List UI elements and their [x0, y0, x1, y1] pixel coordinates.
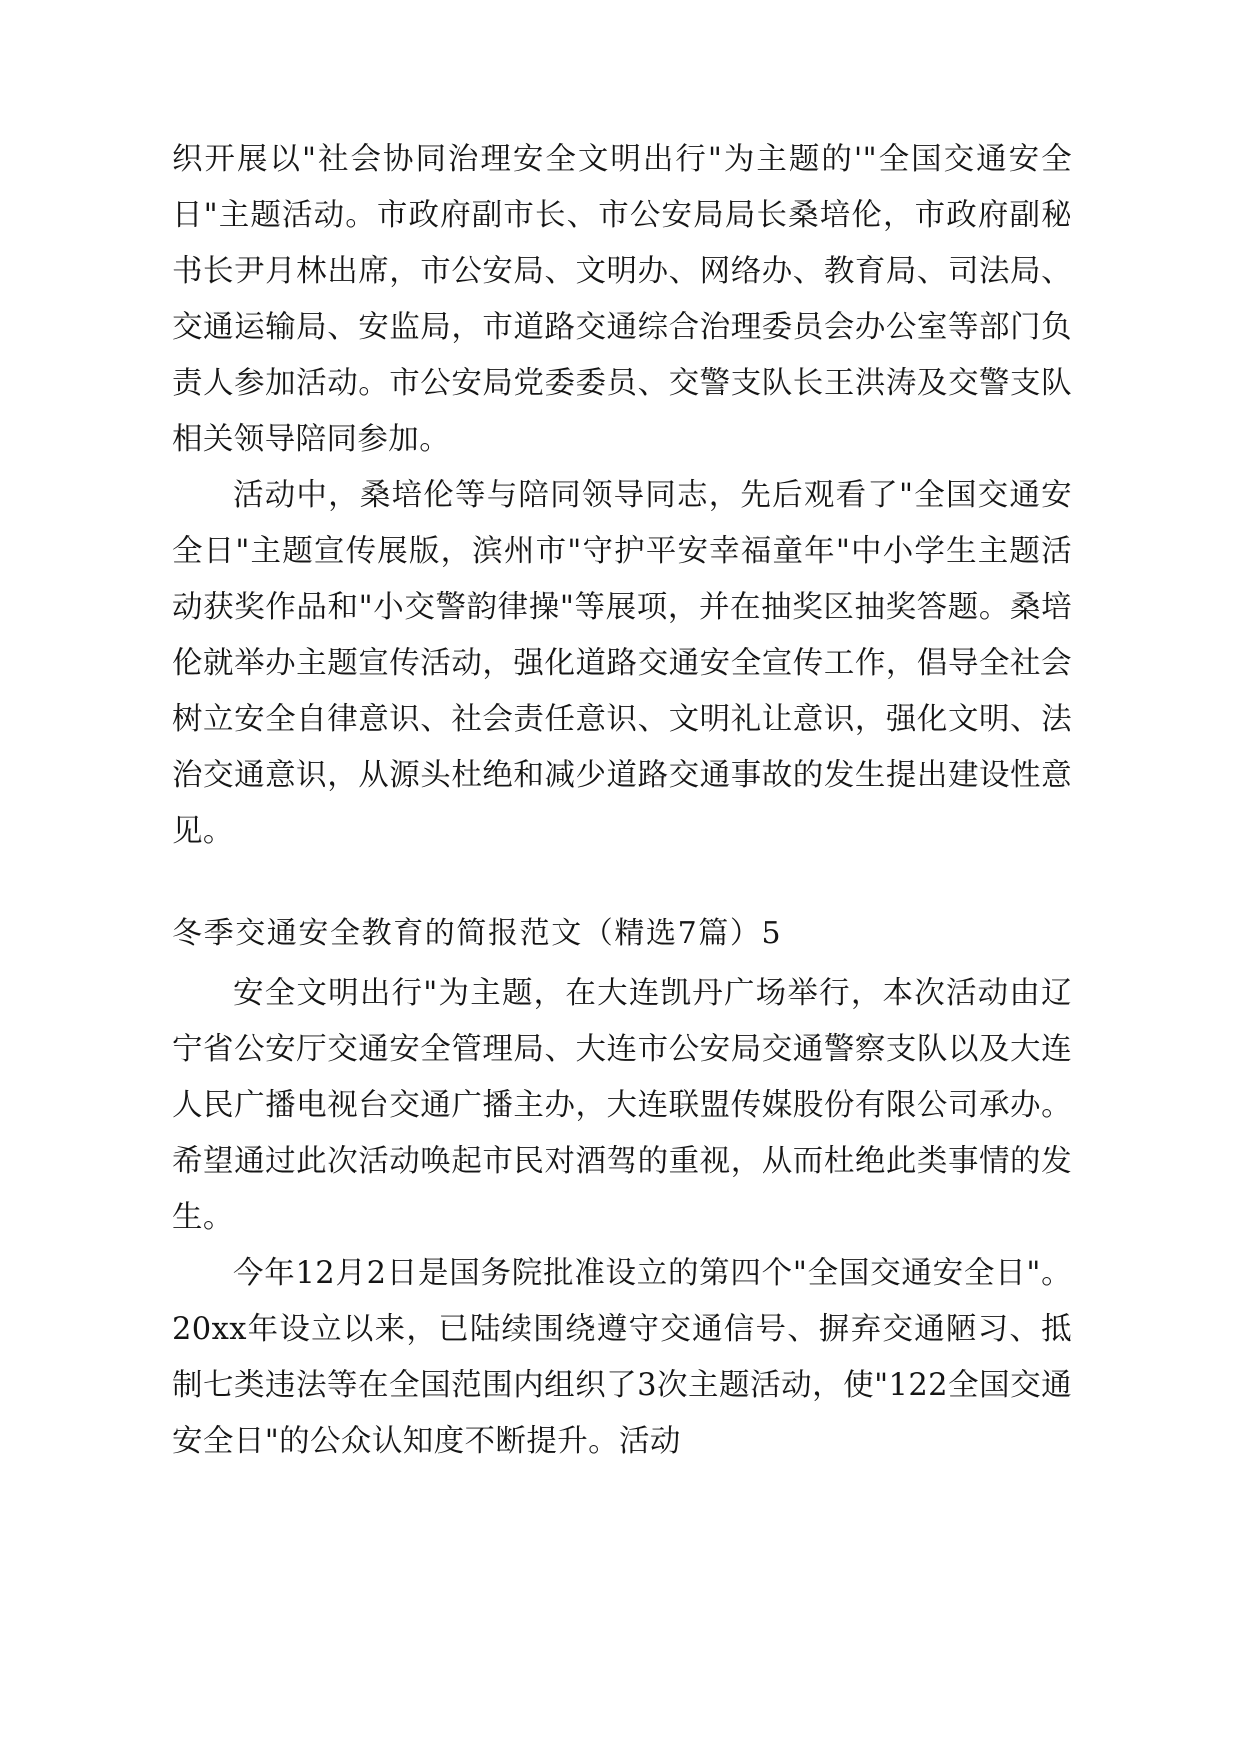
document-body [172, 132, 1072, 1470]
paragraph-2: 活动中，桑培伦等与陪同领导同志，先后观看了"全国交通安全日"主题宣传展版，滨州市"守护平安幸福童年"中小学生主题活动获奖作品和"小交警韵律操"等展项，并在抽奖区抽奖答题。桑培伦就举办主题宣传活动，强化道路交通安全宣传工作，倡导全社会树立安全自律意识、社会责任意识、文明礼让意识，强化文明、法治交通意识，从源头杜绝和减少道路交通事故的发生提出建设性意见。 [172, 478, 1072, 849]
paragraph-3: 安全文明出行"为主题，在大连凯丹广场举行，本次活动由辽宁省公安厅交通安全管理局、大连市公安局交通警察支队以及大连人民广播电视台交通广播主办，大连联盟传媒股份有限公司承办。希望通过此次活动唤起市民对酒驾的重视，从而杜绝此类事情的发生。 [172, 976, 1072, 1235]
paragraph-1: 织开展以"社会协同治理安全文明出行"为主题的'"全国交通安全日"主题活动。市政府副市长、市公安局局长桑培伦，市政府副秘书长尹月林出席，市公安局、文明办、网络办、教育局、司法局、交通运输局、安监局，市道路交通综合治理委员会办公室等部门负责人参加活动。市公安局党委委员、交警支队长王洪涛及交警支队相关领导陪同参加。 [172, 142, 1072, 457]
section-heading: 冬季交通安全教育的简报范文（精选7篇）5 [172, 916, 783, 951]
paragraph-4: 今年12月2日是国务院批准设立的第四个"全国交通安全日"。20xx年设立以来，已陆续围绕遵守交通信号、摒弃交通陋习、抵制七类违法等在全国范围内组织了3次主题活动，使"122全国交通安全日"的公众认知度不断提升。活动 [172, 1256, 1072, 1459]
